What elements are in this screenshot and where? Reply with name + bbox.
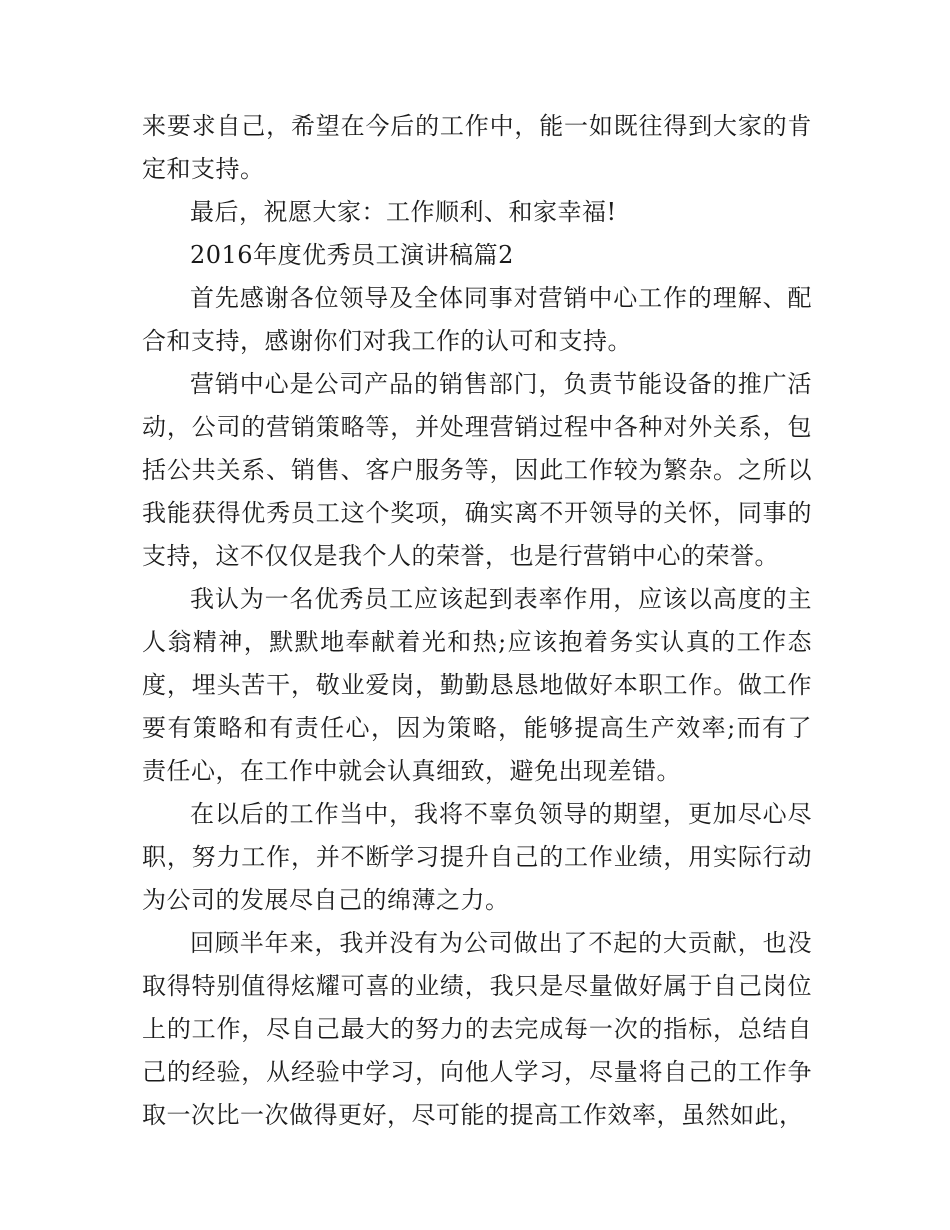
document-page	[142, 105, 812, 1137]
paragraph-continuation: 来要求自己，希望在今后的工作中，能一如既往得到大家的肯定和支持。	[142, 112, 812, 183]
paragraph-thanks: 首先感谢各位领导及全体同事对营销中心工作的理解、配合和支持，感谢你们对我工作的认可和支持。	[142, 284, 812, 355]
paragraph-closing-wish: 最后，祝愿大家：工作顺利、和家幸福!	[190, 198, 617, 226]
paragraph-excellent-employee: 我认为一名优秀员工应该起到表率作用，应该以高度的主人翁精神，默默地奉献着光和热;应该抱着务实认真的工作态度，埋头苦干，敬业爱岗，勤勤恳恳地做好本职工作。做工作要有策略和有责任心，因为策略，能够提高生产效率;而有了责任心，在工作中就会认真细致，避免出现差错。	[142, 585, 812, 785]
paragraph-future-work: 在以后的工作当中，我将不辜负领导的期望，更加尽心尽职，努力工作，并不断学习提升自己的工作业绩，用实际行动为公司的发展尽自己的绵薄之力。	[142, 800, 812, 914]
paragraph-marketing-center: 营销中心是公司产品的销售部门，负责节能设备的推广活动，公司的营销策略等，并处理营销过程中各种对外关系，包括公共关系、销售、客户服务等，因此工作较为繁杂。之所以我能获得优秀员工这个奖项，确实离不开领导的关怀，同事的支持，这不仅仅是我个人的荣誉，也是行营销中心的荣誉。	[142, 370, 812, 570]
section-heading: 2016年度优秀员工演讲稿篇2	[190, 241, 514, 269]
paragraph-review: 回顾半年来，我并没有为公司做出了不起的大贡献，也没取得特别值得炫耀可喜的业绩，我只是尽量做好属于自己岗位上的工作，尽自己最大的努力的去完成每一次的指标，总结自己的经验，从经验中学习，向他人学习，尽量将自己的工作争取一次比一次做得更好，尽可能的提高工作效率，虽然如此，	[142, 929, 812, 1129]
